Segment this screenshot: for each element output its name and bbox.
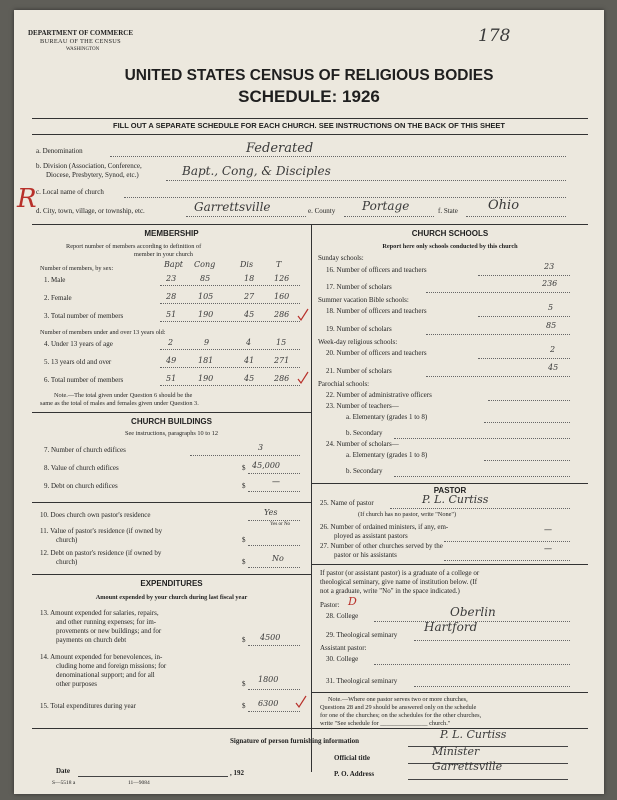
schools-sub: Report here only schools conducted by this church [382,243,518,250]
buildings-sub: See instructions, paragraphs 10 to 12 [124,430,219,437]
male-cong: 85 [200,274,211,283]
q23a-label: a. Elementary (grades 1 to 8) [346,413,428,421]
age-heading: Number of members under and over 13 years old: [40,329,166,336]
signature-label: Signature of person furnishing information [230,737,359,745]
membership-heading: MEMBERSHIP [144,229,199,238]
sunday-heading: Sunday schools: [318,254,364,262]
page-title: UNITED STATES CENSUS OF RELIGIOUS BODIES [124,67,494,84]
membership-note-1: Note.—The total given under Question 6 should be the [54,392,193,399]
q13-line-1: 13. Amount expended for salaries, repairs, [40,609,159,617]
grad-instruction-3: not a graduate, write "No" in the space indicated.) [320,587,460,595]
total-members-label: 3. Total number of members [44,312,124,320]
grad-instruction-1: If pastor (or assistant pastor) is a graduate of a college or [320,569,480,577]
q13-line-2: and other running expenses; for im- [56,618,157,626]
parochial-heading: Parochial schools: [318,380,370,388]
city-label: WASHINGTON [66,47,100,52]
q10-value: Yes [264,508,278,517]
q7-label: 7. Number of church edifices [44,446,126,454]
q12-dollar: $ [242,558,246,566]
total-dis: 45 [244,310,255,319]
county-label: e. County [308,207,336,215]
q24b-label: b. Secondary [346,467,383,475]
over13-total: 271 [274,356,290,365]
assistant-pastor-label: Assistant pastor: [320,644,367,652]
total-bapt: 51 [166,310,177,319]
q14-line-3: denominational support; and for all [56,671,155,679]
pastor-note-1: Note.—Where one pastor serves two or more churches, [328,696,468,703]
department-label: DEPARTMENT OF COMMERCE [28,29,134,37]
q17-value: 236 [542,279,558,288]
q8-value: 45,000 [252,461,280,470]
signature-value: P. L. Curtiss [440,728,507,741]
bureau-label: BUREAU OF THE CENSUS [40,38,121,45]
q15-value: 6300 [258,699,279,708]
female-cong: 105 [198,292,214,301]
q7-value: 3 [258,443,264,452]
q9-dollar: $ [242,482,246,490]
q19-label: 19. Number of scholars [326,325,392,333]
q9-value: — [272,477,280,486]
q21-value: 45 [548,363,559,372]
total-members-2-label: 6. Total number of members [44,376,124,384]
q29-value: Hartford [424,620,478,634]
over13-bapt: 49 [166,356,177,365]
q18-value: 5 [548,303,554,312]
q14-line-1: 14. Amount expended for benevolences, in- [40,653,163,661]
q26-value: — [544,525,552,534]
over13-cong: 181 [198,356,214,365]
schedule-title: SCHEDULE: 1926 [238,87,380,106]
total2-dis: 45 [244,374,255,383]
col-head-dis: Dis [240,260,254,269]
q20-label: 20. Number of officers and teachers [326,349,427,357]
female-bapt: 28 [166,292,177,301]
total2-total: 286 [274,374,290,383]
q31-label: 31. Theological seminary [326,677,398,685]
division-label-1: b. Division (Association, Conference, [36,162,142,170]
q16-value: 23 [544,262,555,271]
q13-value: 4500 [260,633,281,642]
under13-cong: 9 [204,338,210,347]
pastor-sub-label: Pastor: [320,601,340,609]
po-address-label: P. O. Address [334,770,375,778]
q25-hint: (If church has no pastor, write "None") [358,511,457,518]
female-total: 160 [274,292,290,301]
instruction-line: FILL OUT A SEPARATE SCHEDULE FOR EACH CHURCH. SEE INSTRUCTIONS ON THE BACK OF THIS SHEET [113,121,505,130]
membership-note-2: same as the total of males and females given under Question 3. [40,400,199,407]
male-label: 1. Male [44,276,66,284]
pastor-red-mark: D [348,595,357,608]
q23b-label: b. Secondary [346,429,383,437]
col-head-total: T [276,260,282,269]
census-schedule-sheet [14,10,604,794]
total-cong: 190 [198,310,214,319]
expenditures-heading: EXPENDITURES [140,579,203,588]
q12-label-1: 12. Debt on pastor's residence (if owned by [40,549,162,557]
q13-dollar: $ [242,636,246,644]
buildings-heading: CHURCH BUILDINGS [131,417,212,426]
q22-label: 22. Number of administrative officers [326,391,432,399]
q14-dollar: $ [242,680,246,688]
summer-heading: Summer vacation Bible schools: [318,296,409,304]
check-mark-icon [296,308,310,322]
q11-label-1: 11. Value of pastor's residence (if owned by [40,527,163,535]
state-value: Ohio [488,198,520,213]
q12-value: No [272,554,284,563]
division-label-2: Diocese, Presbytery, Synod, etc.) [46,171,139,179]
official-title-value: Minister [432,745,480,758]
q12-label-2: church) [56,558,78,566]
q20-value: 2 [550,345,556,354]
under13-dis: 4 [246,338,252,347]
male-total: 126 [274,274,290,283]
male-dis: 18 [244,274,255,283]
pastor-note-4: write "See schedule for _______________ church." [320,720,451,727]
q28-value: Oberlin [450,605,496,619]
q14-line-4: other purposes [56,680,98,688]
q24-label: 24. Number of scholars— [326,440,399,448]
grad-instruction-2: theological seminary, give name of institution below. (If [320,578,478,586]
po-address-value: Garrettsville [432,760,503,773]
female-dis: 27 [244,292,255,301]
male-bapt: 23 [166,274,177,283]
q13-line-4: payments on church debt [56,636,127,644]
membership-intro-2: member in your church [134,251,193,258]
q15-label: 15. Total expenditures during year [40,702,136,710]
total2-bapt: 51 [166,374,177,383]
denomination-label: a. Denomination [36,147,83,155]
official-title-label: Official title [334,754,370,762]
under-13-label: 4. Under 13 years of age [44,340,113,348]
expenditures-sub: Amount expended by your church during last fiscal year [95,594,248,601]
year-label: , 192 [230,769,244,777]
q19-value: 85 [546,321,557,330]
total2-cong: 190 [198,374,214,383]
q11-dollar: $ [242,536,246,544]
print-number: 11—9084 [128,780,150,786]
local-name-label: c. Local name of church [36,188,104,196]
q29-label: 29. Theological seminary [326,631,398,639]
pastor-name-value: P. L. Curtiss [422,493,489,506]
q14-value: 1800 [258,675,279,684]
col-head-cong: Cong [194,260,216,269]
q14-line-2: cluding home and foreign missions; for [56,662,167,670]
division-value: Bapt., Cong, & Disciples [182,164,331,178]
col-head-bapt: Bapt [164,260,183,269]
city-town-value: Garrettsville [194,200,271,214]
members-by-sex-label: Number of members, by sex: [40,265,114,272]
q23-label: 23. Number of teachers— [326,402,399,410]
county-value: Portage [362,199,410,213]
over13-dis: 41 [244,356,255,365]
date-label: Date [56,767,70,775]
form-number: S—5518 a [52,780,76,786]
q8-dollar: $ [242,464,246,472]
q26-label-2: ployed as assistant pastors [334,532,408,540]
check-mark-icon [294,695,308,709]
pastor-note-3: for one of the churches; on the schedules for the other churches, [320,712,482,719]
q24a-label: a. Elementary (grades 1 to 8) [346,451,428,459]
city-town-label: d. City, town, village, or township, etc. [36,207,145,215]
membership-intro-1: Report number of members according to definition of [66,243,202,250]
q25-label: 25. Name of pastor [320,499,374,507]
q10-hint: Yes or No [270,522,291,527]
q17-label: 17. Number of scholars [326,283,392,291]
q27-value: — [544,544,552,553]
check-mark-icon [296,371,310,385]
state-label: f. State [438,207,458,215]
pastor-note-2: Questions 28 and 29 should be answered only on the schedule [320,704,477,711]
q28-label: 28. College [326,612,359,620]
q18-label: 18. Number of officers and teachers [326,307,427,315]
q30-label: 30. College [326,655,359,663]
q11-label-2: church) [56,536,78,544]
q27-label-1: 27. Number of other churches served by the [320,542,443,550]
denomination-value: Federated [246,141,314,156]
total-total: 286 [274,310,290,319]
q9-label: 9. Debt on church edifices [44,482,118,490]
weekday-heading: Week-day religious schools: [318,338,398,346]
q16-label: 16. Number of officers and teachers [326,266,427,274]
q13-line-3: provements or new buildings; and for [56,627,162,635]
q27-label-2: pastor or his assistants [334,551,397,559]
under13-total: 15 [276,338,287,347]
q21-label: 21. Number of scholars [326,367,392,375]
q8-label: 8. Value of church edifices [44,464,119,472]
over-13-label: 5. 13 years old and over [44,358,112,366]
q10-label: 10. Does church own pastor's residence [40,511,151,519]
female-label: 2. Female [44,294,72,302]
q26-label-1: 26. Number of ordained ministers, if any, em- [320,523,449,531]
pastor-heading: PASTOR [433,486,467,495]
q15-dollar: $ [242,702,246,710]
sheet-number: 178 [478,26,511,46]
under13-bapt: 2 [168,338,174,347]
margin-red-mark: R [17,184,37,214]
schools-heading: CHURCH SCHOOLS [411,229,489,238]
